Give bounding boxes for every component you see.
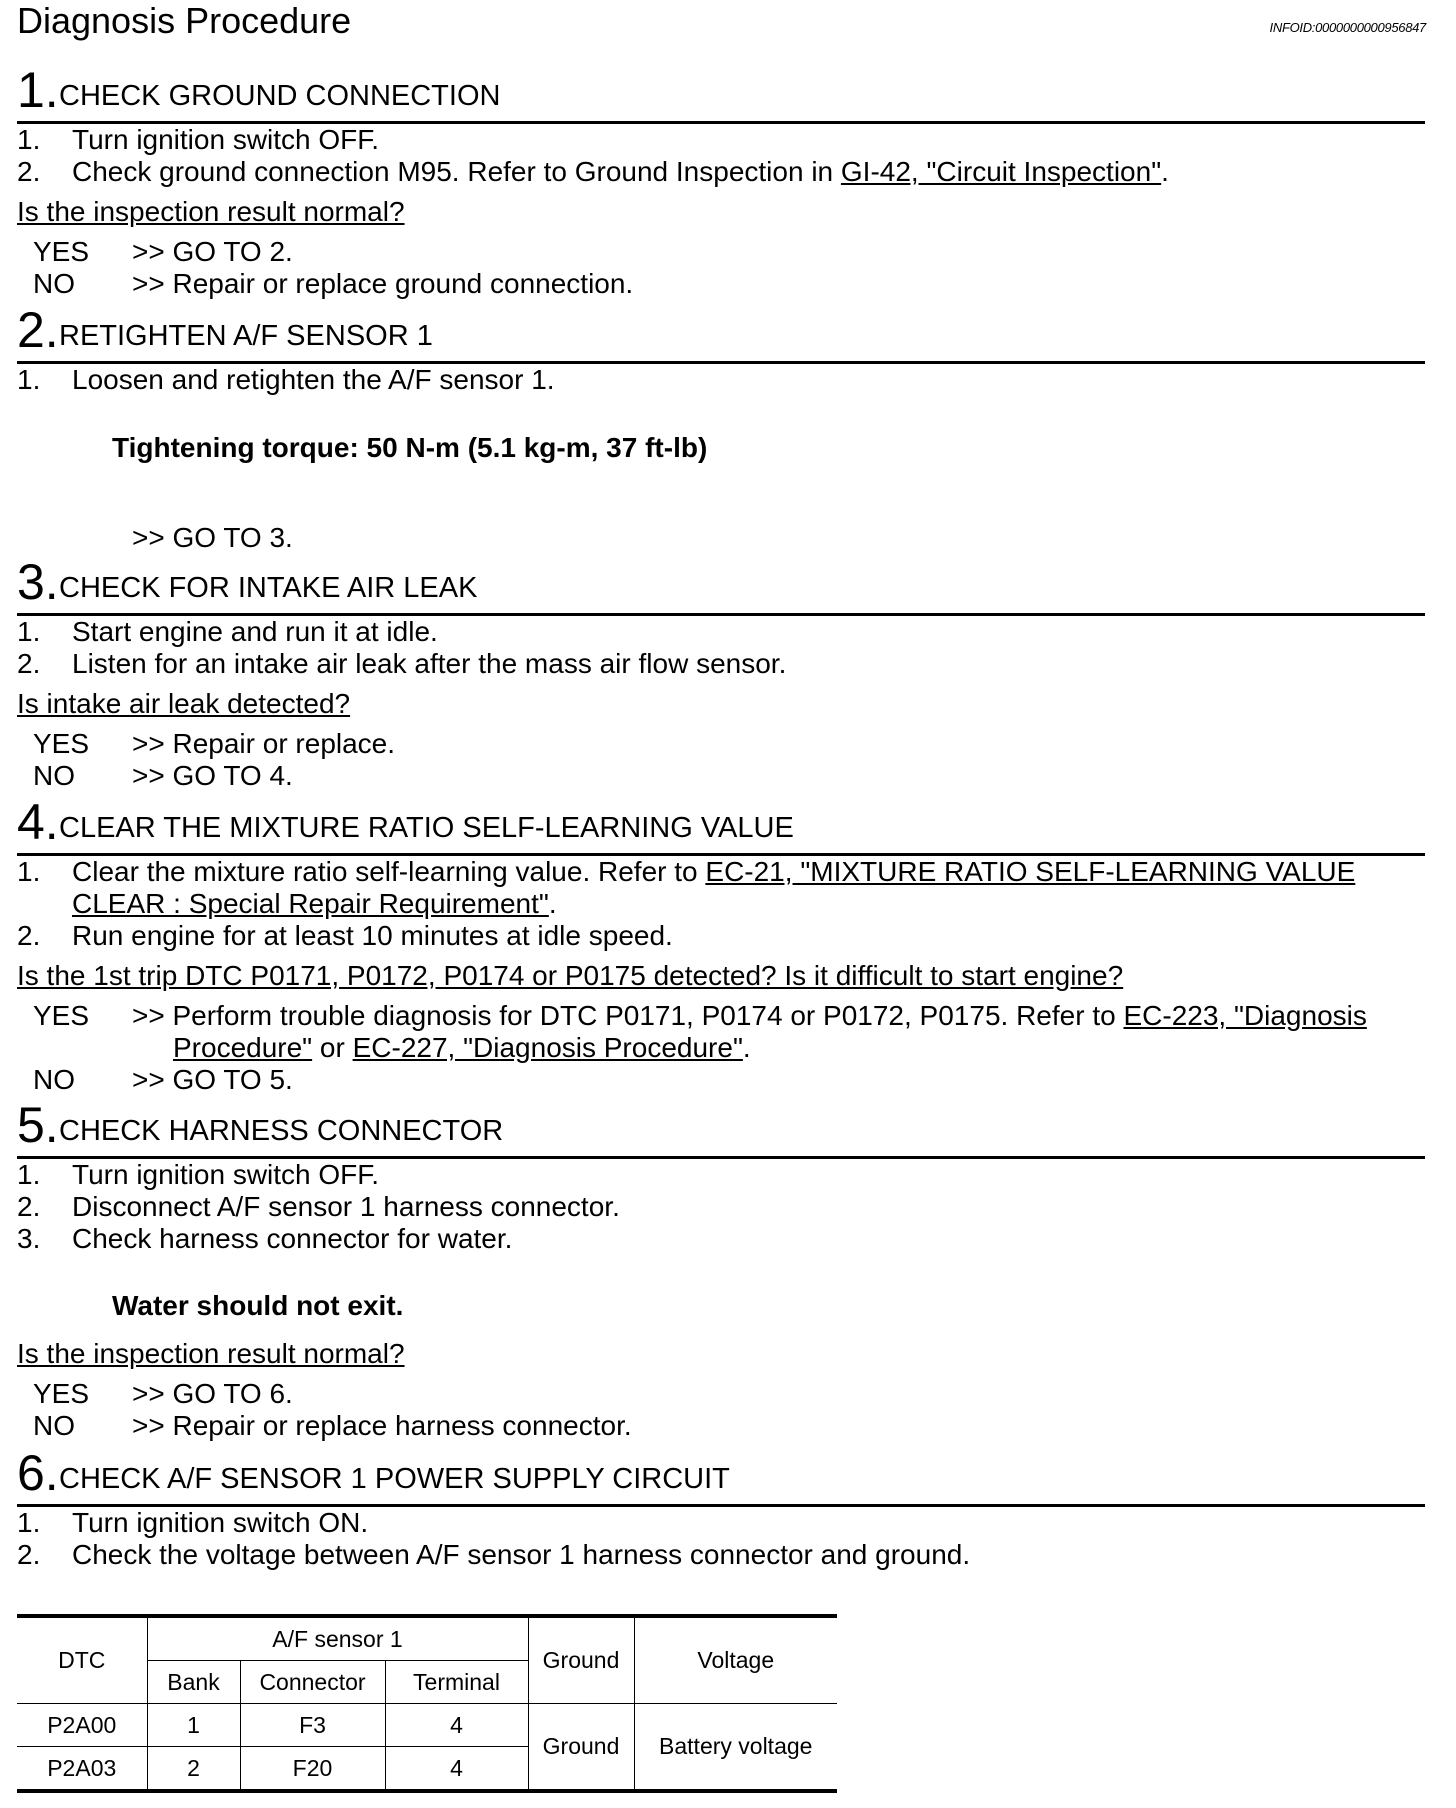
step-title: CHECK GROUND CONNECTION	[59, 80, 501, 112]
voltage-spec-table	[17, 1614, 837, 1793]
question: Is the inspection result normal?	[17, 196, 405, 227]
step-1-header	[17, 62, 1425, 124]
item-text: Run engine for at least 10 minutes at idle speed.	[72, 920, 673, 951]
item-number: 2.	[17, 648, 41, 679]
item-text: Check harness connector for water.	[72, 1223, 513, 1254]
answer-label: YES	[33, 1378, 90, 1409]
item-number: 1.	[17, 856, 41, 887]
item-text: Turn ignition switch OFF.	[72, 1159, 380, 1190]
goto-text: >> GO TO 3.	[132, 522, 293, 553]
step-5-header	[17, 1097, 1425, 1159]
answer-text: >> GO TO 4.	[132, 760, 293, 791]
reference-link[interactable]: EC-223, "Diagnosis	[1123, 1000, 1367, 1031]
answer-label: NO	[33, 1410, 75, 1441]
answer-text: >> GO TO 2.	[132, 236, 293, 267]
item-text: Listen for an intake air leak after the mass air flow sensor.	[72, 648, 787, 679]
item-number: 1.	[17, 1507, 41, 1538]
answer-label: NO	[33, 1064, 75, 1095]
header-dtc: DTC	[17, 1616, 147, 1704]
answer-label: NO	[33, 760, 75, 791]
info-id: INFOID:0000000000956847	[1269, 20, 1426, 35]
item-number: 2.	[17, 156, 41, 187]
item-text: Clear the mixture ratio self-learning value. Refer to EC-21, "MIXTURE RATIO SELF-LEARNING VALUE	[72, 856, 1356, 887]
spec-note: Water should not exit.	[112, 1290, 404, 1321]
cell-terminal: 4	[385, 1704, 528, 1747]
cell-connector: F20	[240, 1747, 385, 1792]
question: Is the 1st trip DTC P0171, P0172, P0174 or P0175 detected? Is it difficult to start engine?	[17, 960, 1124, 991]
answer-text: >> Repair or replace.	[132, 728, 396, 759]
reference-link[interactable]: EC-21, "MIXTURE RATIO SELF-LEARNING VALUE	[705, 856, 1356, 887]
answer-text: >> GO TO 6.	[132, 1378, 293, 1409]
reference-link[interactable]: CLEAR : Special Repair Requirement"	[72, 888, 549, 919]
answer-label: NO	[33, 268, 75, 299]
cell-connector: F3	[240, 1704, 385, 1747]
cell-dtc: P2A00	[17, 1704, 147, 1747]
cell-dtc: P2A03	[17, 1747, 147, 1792]
item-text: Check ground connection M95. Refer to Ground Inspection in GI-42, "Circuit Inspection".	[72, 156, 1169, 187]
item-text: Start engine and run it at idle.	[72, 616, 438, 647]
cell-bank: 1	[147, 1704, 240, 1747]
item-number: 1.	[17, 1159, 41, 1190]
item-number: 1.	[17, 616, 41, 647]
table-row	[17, 1704, 837, 1747]
item-number: 2.	[17, 920, 41, 951]
question: Is the inspection result normal?	[17, 1338, 405, 1369]
header-af-sensor: A/F sensor 1	[147, 1616, 528, 1661]
header-voltage: Voltage	[634, 1616, 837, 1704]
question: Is intake air leak detected?	[17, 688, 351, 719]
step-title: RETIGHTEN A/F SENSOR 1	[59, 320, 433, 352]
header-bank: Bank	[147, 1661, 240, 1704]
step-number: 2.	[17, 302, 59, 358]
step-title: CLEAR THE MIXTURE RATIO SELF-LEARNING VALUE	[59, 812, 794, 844]
item-text-continued: CLEAR : Special Repair Requirement".	[72, 888, 557, 919]
answer-label: YES	[33, 1000, 90, 1031]
item-text: Turn ignition switch OFF.	[72, 124, 380, 155]
item-text: Disconnect A/F sensor 1 harness connector.	[72, 1191, 620, 1222]
header-ground: Ground	[528, 1616, 634, 1704]
answer-text-continued: Procedure" or EC-227, "Diagnosis Procedure".	[173, 1032, 751, 1063]
answer-text: >> Repair or replace ground connection.	[132, 268, 634, 299]
cell-ground: Ground	[528, 1704, 634, 1792]
item-number: 2.	[17, 1539, 41, 1570]
answer-text: >> Repair or replace harness connector.	[132, 1410, 632, 1441]
reference-link[interactable]: EC-227, "Diagnosis Procedure"	[352, 1032, 743, 1063]
cell-terminal: 4	[385, 1747, 528, 1792]
item-text: Check the voltage between A/F sensor 1 harness connector and ground.	[72, 1539, 971, 1570]
item-number: 1.	[17, 124, 41, 155]
step-number: 3.	[17, 554, 59, 610]
answer-label: YES	[33, 728, 90, 759]
step-title: CHECK A/F SENSOR 1 POWER SUPPLY CIRCUIT	[59, 1463, 730, 1495]
item-number: 2.	[17, 1191, 41, 1222]
reference-link[interactable]: GI-42, "Circuit Inspection"	[840, 156, 1162, 187]
step-4-header	[17, 794, 1425, 856]
answer-text: >> GO TO 5.	[132, 1064, 293, 1095]
answer-label: YES	[33, 236, 90, 267]
item-number: 1.	[17, 364, 41, 395]
step-title: CHECK HARNESS CONNECTOR	[59, 1115, 504, 1147]
step-6-header	[17, 1445, 1425, 1507]
answer-text: >> Perform trouble diagnosis for DTC P0171, P0174 or P0172, P0175. Refer to EC-223, "Diagnosis	[132, 1000, 1367, 1031]
item-text: Turn ignition switch ON.	[72, 1507, 369, 1538]
item-text: Loosen and retighten the A/F sensor 1.	[72, 364, 555, 395]
spec-note: Tightening torque: 50 N-m (5.1 kg-m, 37 ft-lb)	[112, 432, 708, 463]
step-2-header	[17, 302, 1425, 364]
step-title: CHECK FOR INTAKE AIR LEAK	[59, 572, 478, 604]
step-number: 6.	[17, 1445, 59, 1501]
step-number: 1.	[17, 62, 59, 118]
header-terminal: Terminal	[385, 1661, 528, 1704]
cell-voltage: Battery voltage	[634, 1704, 837, 1792]
page-title: Diagnosis Procedure	[17, 0, 352, 41]
header-connector: Connector	[240, 1661, 385, 1704]
step-number: 4.	[17, 794, 59, 850]
reference-link[interactable]: Procedure"	[173, 1032, 313, 1063]
step-number: 5.	[17, 1097, 59, 1153]
step-3-header	[17, 554, 1425, 616]
item-number: 3.	[17, 1223, 41, 1254]
cell-bank: 2	[147, 1747, 240, 1792]
